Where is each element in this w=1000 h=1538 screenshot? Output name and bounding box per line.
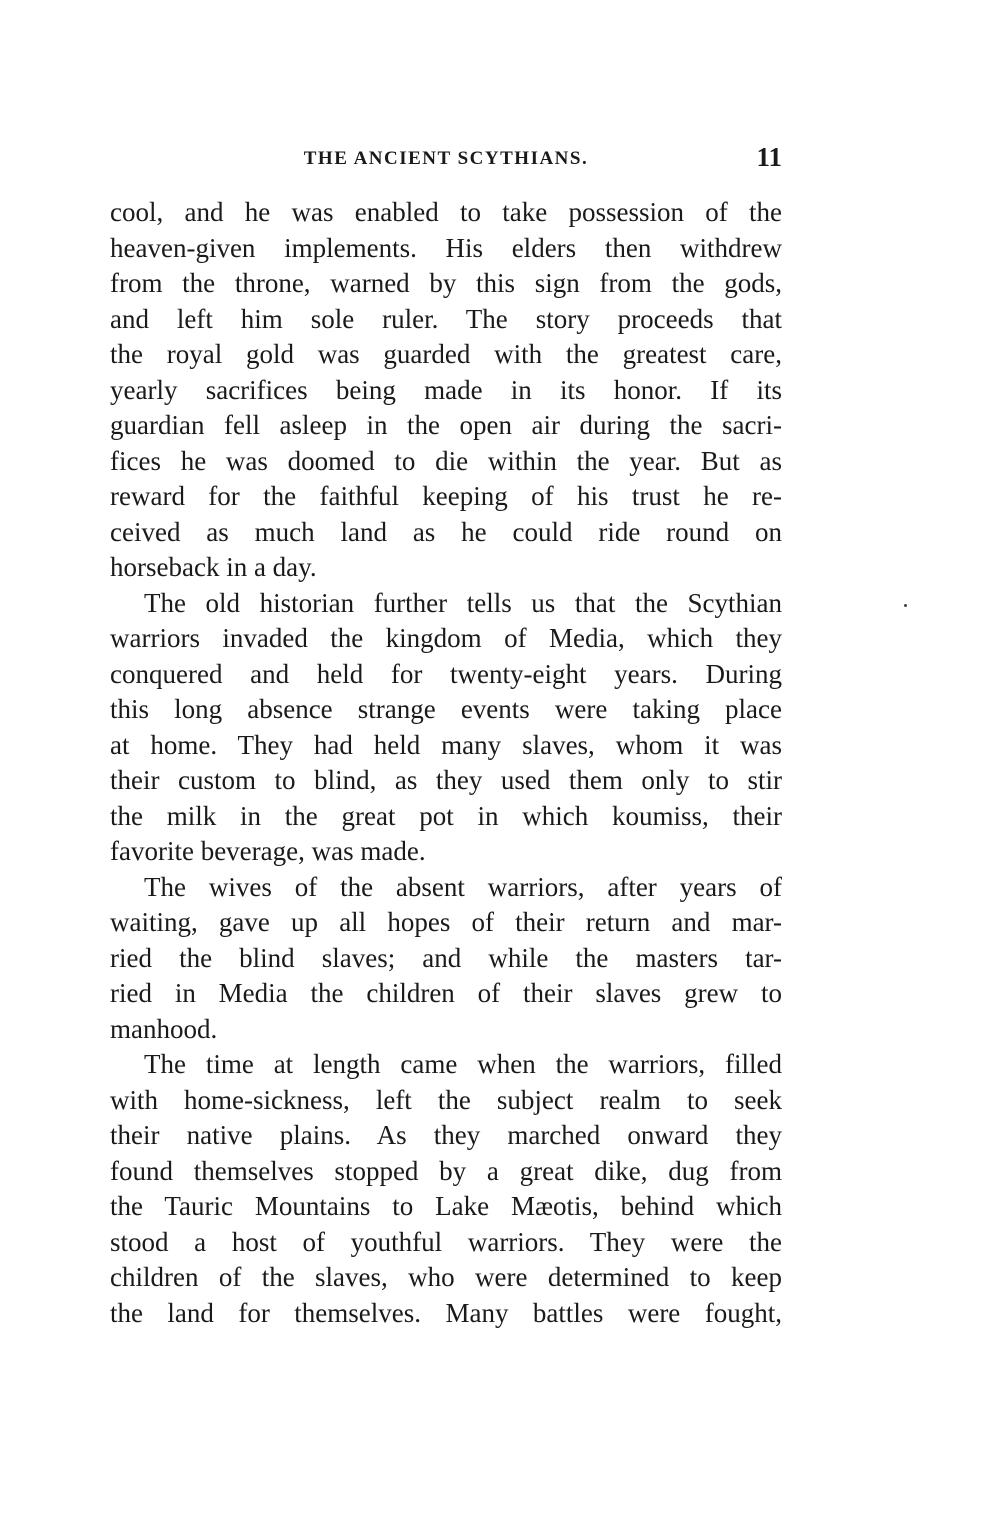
paragraph [110, 195, 782, 586]
text-line: heaven-given implements. His elders then withdrew [110, 232, 782, 263]
text-line: children of the slaves, who were determined to keep [110, 1262, 782, 1292]
text-line: The old historian further tells us that the Scythian [144, 587, 782, 618]
text-line: and left him sole ruler. The story proceeds that [110, 303, 782, 334]
text-line: horseback in a day. [110, 552, 317, 582]
text-line: the land for themselves. Many battles were fought, [110, 1297, 782, 1328]
running-title: THE ANCIENT SCYTHIANS. [303, 148, 589, 169]
text-line: found themselves stopped by a great dike, dug from [110, 1155, 782, 1186]
page-number: 11 [756, 142, 782, 172]
text-line: favorite beverage, was made. [110, 836, 426, 866]
text-line: waiting, gave up all hopes of their return and mar- [110, 907, 782, 937]
text-line: with home-sickness, left the subject realm to seek [110, 1084, 782, 1115]
text-line: cool, and he was enabled to take possession of the [110, 197, 782, 227]
paragraph [110, 870, 782, 1048]
text-line: the milk in the great pot in which koumiss, their [110, 800, 782, 831]
text-line: stood a host of youthful warriors. They were the [110, 1226, 782, 1257]
text-line: at home. They had held many slaves, whom it was [110, 729, 782, 760]
text-line: ried the blind slaves; and while the masters tar- [110, 942, 782, 973]
body-text [110, 195, 782, 1331]
text-line: their native plains. As they marched onward they [110, 1120, 782, 1150]
text-line: warriors invaded the kingdom of Media, which they [110, 623, 782, 653]
text-line: yearly sacrifices being made in its honor. If its [110, 374, 782, 405]
text-line: manhood. [110, 1013, 218, 1044]
text-line: ried in Media the children of their slaves grew to [110, 978, 782, 1008]
ink-speck [904, 604, 907, 607]
text-line: The time at length came when the warriors, filled [144, 1049, 782, 1079]
text-line: from the throne, warned by this sign from the gods, [110, 268, 782, 298]
text-line: ceived as much land as he could ride round on [110, 516, 782, 547]
text-line: conquered and held for twenty-eight years. During [110, 658, 782, 689]
paragraph [110, 1047, 782, 1331]
text-line: guardian fell asleep in the open air during the sacri- [110, 410, 782, 440]
text-line: fices he was doomed to die within the year. But as [110, 445, 782, 476]
text-line: their custom to blind, as they used them only to stir [110, 765, 782, 795]
text-line: this long absence strange events were taking place [110, 694, 782, 724]
running-head [110, 142, 782, 182]
text-line: the royal gold was guarded with the greatest care, [110, 339, 782, 369]
text-line: reward for the faithful keeping of his trust he re- [110, 481, 782, 511]
paragraph [110, 586, 782, 870]
text-line: the Tauric Mountains to Lake Mæotis, behind which [110, 1191, 782, 1221]
text-line: The wives of the absent warriors, after years of [144, 871, 782, 902]
